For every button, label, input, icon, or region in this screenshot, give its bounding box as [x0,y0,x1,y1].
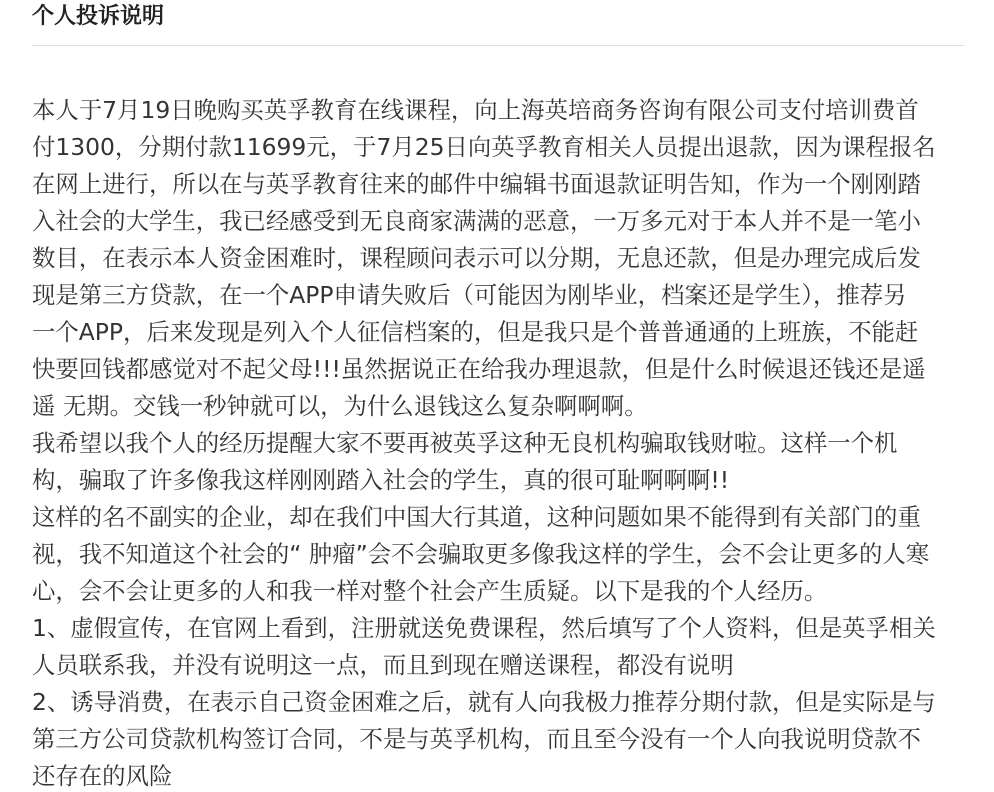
body-line: 1、虚假宣传，在官网上看到，注册就送免费课程，然后填写了个人资料，但是英孚相关 [32,614,936,642]
body-line: 人员联系我，并没有说明这一点，而且到现在赠送课程，都没有说明 [32,651,734,679]
body-line: 快要回钱都感觉对不起父母!!!虽然据说正在给我办理退款，但是什么时候退还钱还是遥 [32,355,926,383]
body-line: 本人于7月19日晚购买英孚教育在线课程，向上海英培商务咨询有限公司支付培训费首 [32,96,919,124]
body-line: 现是第三方贷款，在一个APP申请失败后（可能因为刚毕业，档案还是学生），推荐另 [32,281,907,309]
body-line: 入社会的大学生，我已经感受到无良商家满满的恶意，一万多元对于本人并不是一笔小 [32,207,921,235]
body-line: 视，我不知道这个社会的“ 肿瘤”会不会骗取更多像我这样的学生，会不会让更多的人寒 [32,540,930,568]
body-line: 2、诱导消费，在表示自己资金困难之后，就有人向我极力推荐分期付款，但是实际是与 [32,688,936,716]
body-line: 构，骗取了许多像我这样刚刚踏入社会的学生，真的很可耻啊啊啊!! [32,466,730,494]
body-line: 心，会不会让更多的人和我一样对整个社会产生质疑。以下是我的个人经历。 [32,577,828,605]
body-line: 我希望以我个人的经历提醒大家不要再被英孚这种无良机构骗取钱财啦。这样一个机 [32,429,898,457]
article-body [32,92,967,792]
body-line: 第三方公司贷款机构签订合同，不是与英孚机构，而且至今没有一个人向我说明贷款不 [32,725,921,753]
body-line: 还存在的风险 [32,762,173,790]
page-title: 个人投诉说明 [32,4,165,29]
body-line: 遥 无期。交钱一秒钟就可以，为什么退钱这么复杂啊啊啊。 [32,392,648,420]
body-line: 这样的名不副实的企业，却在我们中国大行其道，这种问题如果不能得到有关部门的重 [32,503,921,531]
body-line: 在网上进行，所以在与英孚教育往来的邮件中编辑书面退款证明告知，作为一个刚刚踏 [32,170,921,198]
body-line: 一个APP，后来发现是列入个人征信档案的，但是我只是个普普通通的上班族，不能赶 [32,318,919,346]
title-divider [32,45,964,46]
body-line: 付1300，分期付款11699元，于7月25日向英孚教育相关人员提出退款，因为课程报名 [32,133,936,161]
body-line: 数目，在表示本人资金困难时，课程顾问表示可以分期，无息还款，但是办理完成后发 [32,244,921,272]
